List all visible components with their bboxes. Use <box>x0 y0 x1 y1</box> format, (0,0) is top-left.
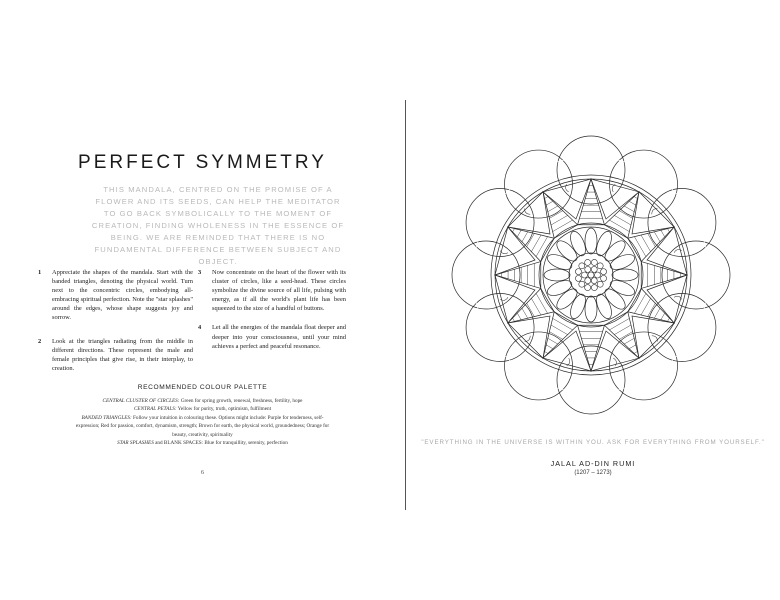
triangle-band <box>634 352 637 354</box>
central-petal <box>585 296 597 322</box>
seed-circle <box>585 278 591 284</box>
triangle-band <box>548 338 558 344</box>
seed-circle <box>585 285 591 291</box>
triangle-band <box>553 220 573 232</box>
outer-ring-inner <box>495 179 687 371</box>
triangle-band <box>609 220 629 232</box>
triangle-band <box>619 332 632 340</box>
palette-text: and BLANK SPACES: Blue for tranquillity, serenity, perfection <box>155 440 288 447</box>
palette-text: Yellow for purity, truth, optimism, fulfilment <box>177 406 272 413</box>
triangle-band <box>634 237 646 257</box>
step-number: 2 <box>38 337 42 345</box>
triangle-band <box>549 332 562 340</box>
middle-ring-inner <box>543 227 639 323</box>
seed-circle <box>575 275 581 281</box>
seed-circle <box>601 269 607 275</box>
author-years: (1207 – 1273) <box>574 470 612 476</box>
triangle-band <box>527 303 535 316</box>
seed-circle <box>591 259 597 265</box>
spacer <box>473 157 709 393</box>
seed-circle <box>575 269 581 275</box>
triangle-band <box>609 318 629 330</box>
seed-circle <box>588 272 594 278</box>
palette-text: Green for spring growth, renewal, freshness, fertility, hope <box>180 398 303 404</box>
outer-petal <box>452 241 520 309</box>
central-petal <box>585 228 597 254</box>
triangle-band <box>624 206 634 212</box>
outer-petal <box>557 136 625 204</box>
seed-circle <box>585 259 591 265</box>
triangle-band <box>661 313 665 320</box>
palette-key: CENTRAL CLUSTER OF CIRCLES: <box>102 398 180 404</box>
middle-ring <box>539 223 643 327</box>
central-petal <box>602 286 629 313</box>
triangle-band <box>517 313 521 320</box>
triangle-band <box>531 235 541 252</box>
triangle-band <box>522 232 528 242</box>
palette-heading: RECOMMENDED COLOUR PALETTE <box>137 384 268 391</box>
seed-circle <box>591 266 597 272</box>
triangle-band <box>661 230 665 237</box>
triangle-band <box>546 345 553 349</box>
triangle-band <box>668 229 670 232</box>
central-petal <box>602 238 629 265</box>
quote-author: JALAL AD-DIN RUMI <box>550 459 636 468</box>
triangle-band <box>536 293 548 313</box>
triangle-band <box>517 230 521 237</box>
triangle-band <box>546 201 553 205</box>
outer-petal <box>557 346 625 414</box>
step-number: 4 <box>198 324 202 332</box>
triangle-band <box>629 345 636 349</box>
triangle-band <box>531 298 541 315</box>
triangle-band <box>545 197 548 199</box>
central-petal <box>554 238 581 265</box>
banded-triangle <box>641 262 687 289</box>
triangle-band <box>545 352 548 354</box>
star-splash-triangle <box>508 192 550 234</box>
banded-triangle <box>495 262 541 289</box>
triangle-band <box>553 318 573 330</box>
seed-circle <box>597 263 603 269</box>
triangle-band <box>624 338 634 344</box>
triangle-band <box>536 237 548 257</box>
central-petal <box>554 286 581 313</box>
banded-triangle <box>578 325 605 371</box>
step-number: 1 <box>38 269 42 276</box>
triangle-band <box>614 215 631 225</box>
triangle-band <box>513 318 515 321</box>
page-number: 6 <box>201 470 204 476</box>
seed-circle <box>582 272 588 278</box>
triangle-band <box>634 197 637 199</box>
seed-circle <box>579 281 585 287</box>
triangle-band <box>513 229 515 232</box>
step-item <box>38 337 193 373</box>
step-text: Appreciate the shapes of the mandala. Start with the banded triangles, denoting the physical world. Turn next to the concentric circles, embodying all-embracing spiritual perfection. Note the "star splashes" around the edges, whose shape suggests joy and sorrow. <box>52 269 193 322</box>
seed-circle <box>591 285 597 291</box>
step-item <box>198 323 346 350</box>
step-text: Let all the energies of the mandala float deeper and deeper into your consciousness, until your mind achieves a perfect and peaceful resonance. <box>212 324 346 350</box>
seed-circle <box>601 275 607 281</box>
step-item <box>198 268 346 313</box>
triangle-band <box>614 325 631 335</box>
palette-key: STAR SPLASHES <box>117 440 154 447</box>
triangle-band <box>549 211 562 219</box>
triangle-band <box>551 215 568 225</box>
seed-circle <box>591 278 597 284</box>
seed-circle <box>597 281 603 287</box>
star-splash-triangle <box>632 316 674 358</box>
quote-text: "EVERYTHING IN THE UNIVERSE IS WITHIN YOU. ASK FOR EVERYTHING FROM YOURSELF." <box>421 439 765 446</box>
palette-list <box>70 397 335 447</box>
steps-column-2 <box>198 268 346 361</box>
triangle-band <box>522 308 528 318</box>
triangle-band <box>634 293 646 313</box>
palette-text: Follow your intuition in colouring these. Options might include: Purple for tenderness, self-expression; Red for passion, comfort, dynamism, strength; Brown for earth, the physical world, groundedness; Orange for beauty, creativity, spirituality <box>75 414 330 438</box>
step-item <box>38 268 193 323</box>
step-number: 3 <box>198 269 202 276</box>
star-splash-triangle <box>632 192 674 234</box>
step-text: Look at the triangles radiating from the middle in different directions. These represent the male and female principles that give rise, in their interplay, to creation. <box>52 337 193 372</box>
flower-centre-ring <box>569 253 613 297</box>
triangle-band <box>668 318 670 321</box>
central-petal <box>544 269 570 281</box>
triangle-band <box>619 211 632 219</box>
triangle-band <box>648 233 656 246</box>
seed-circle <box>585 266 591 272</box>
right-page <box>406 0 780 600</box>
triangle-band <box>548 206 558 212</box>
triangle-band <box>527 233 535 246</box>
outer-petal <box>662 241 730 309</box>
palette-key: BANDED TRIANGLES: <box>81 414 132 421</box>
central-petal <box>612 269 638 281</box>
banded-triangle <box>578 179 605 225</box>
seed-circle <box>595 272 601 278</box>
triangle-band <box>551 325 568 335</box>
seed-circle <box>579 263 585 269</box>
step-text: Now concentrate on the heart of the flower with its cluster of circles, like a seed-head. These circles symbolize the divine source of all life, pulsing with energy, as if all the world's plant life has been squeezed to the size of a handful of buttons. <box>212 269 346 313</box>
steps-column-1 <box>38 268 193 383</box>
triangle-band <box>648 303 656 316</box>
palette-key: CENTRAL PETALS: <box>133 406 177 413</box>
star-splash-triangle <box>508 316 550 358</box>
mandala-illustration <box>446 130 736 420</box>
triangle-band <box>654 232 660 242</box>
page-title: PERFECT SYMMETRY <box>78 152 327 173</box>
intro-paragraph: THIS MANDALA, CENTRED ON THE PROMISE OF A FLOWER AND ITS SEEDS, CAN HELP THE MEDITATOR TO GO BACK SYMBOLICALLY TO THE MOMENT OF CREATION, FINDING WHOLENESS IN THE ESSENCE OF BEING. WE ARE REMINDED THAT THERE IS NO FUNDAMENTAL DIFFERENCE BETWEEN SUBJECT AND OBJECT. <box>91 185 345 266</box>
triangle-band <box>641 298 651 315</box>
triangle-band <box>654 308 660 318</box>
triangle-band <box>641 235 651 252</box>
triangle-band <box>629 201 636 205</box>
